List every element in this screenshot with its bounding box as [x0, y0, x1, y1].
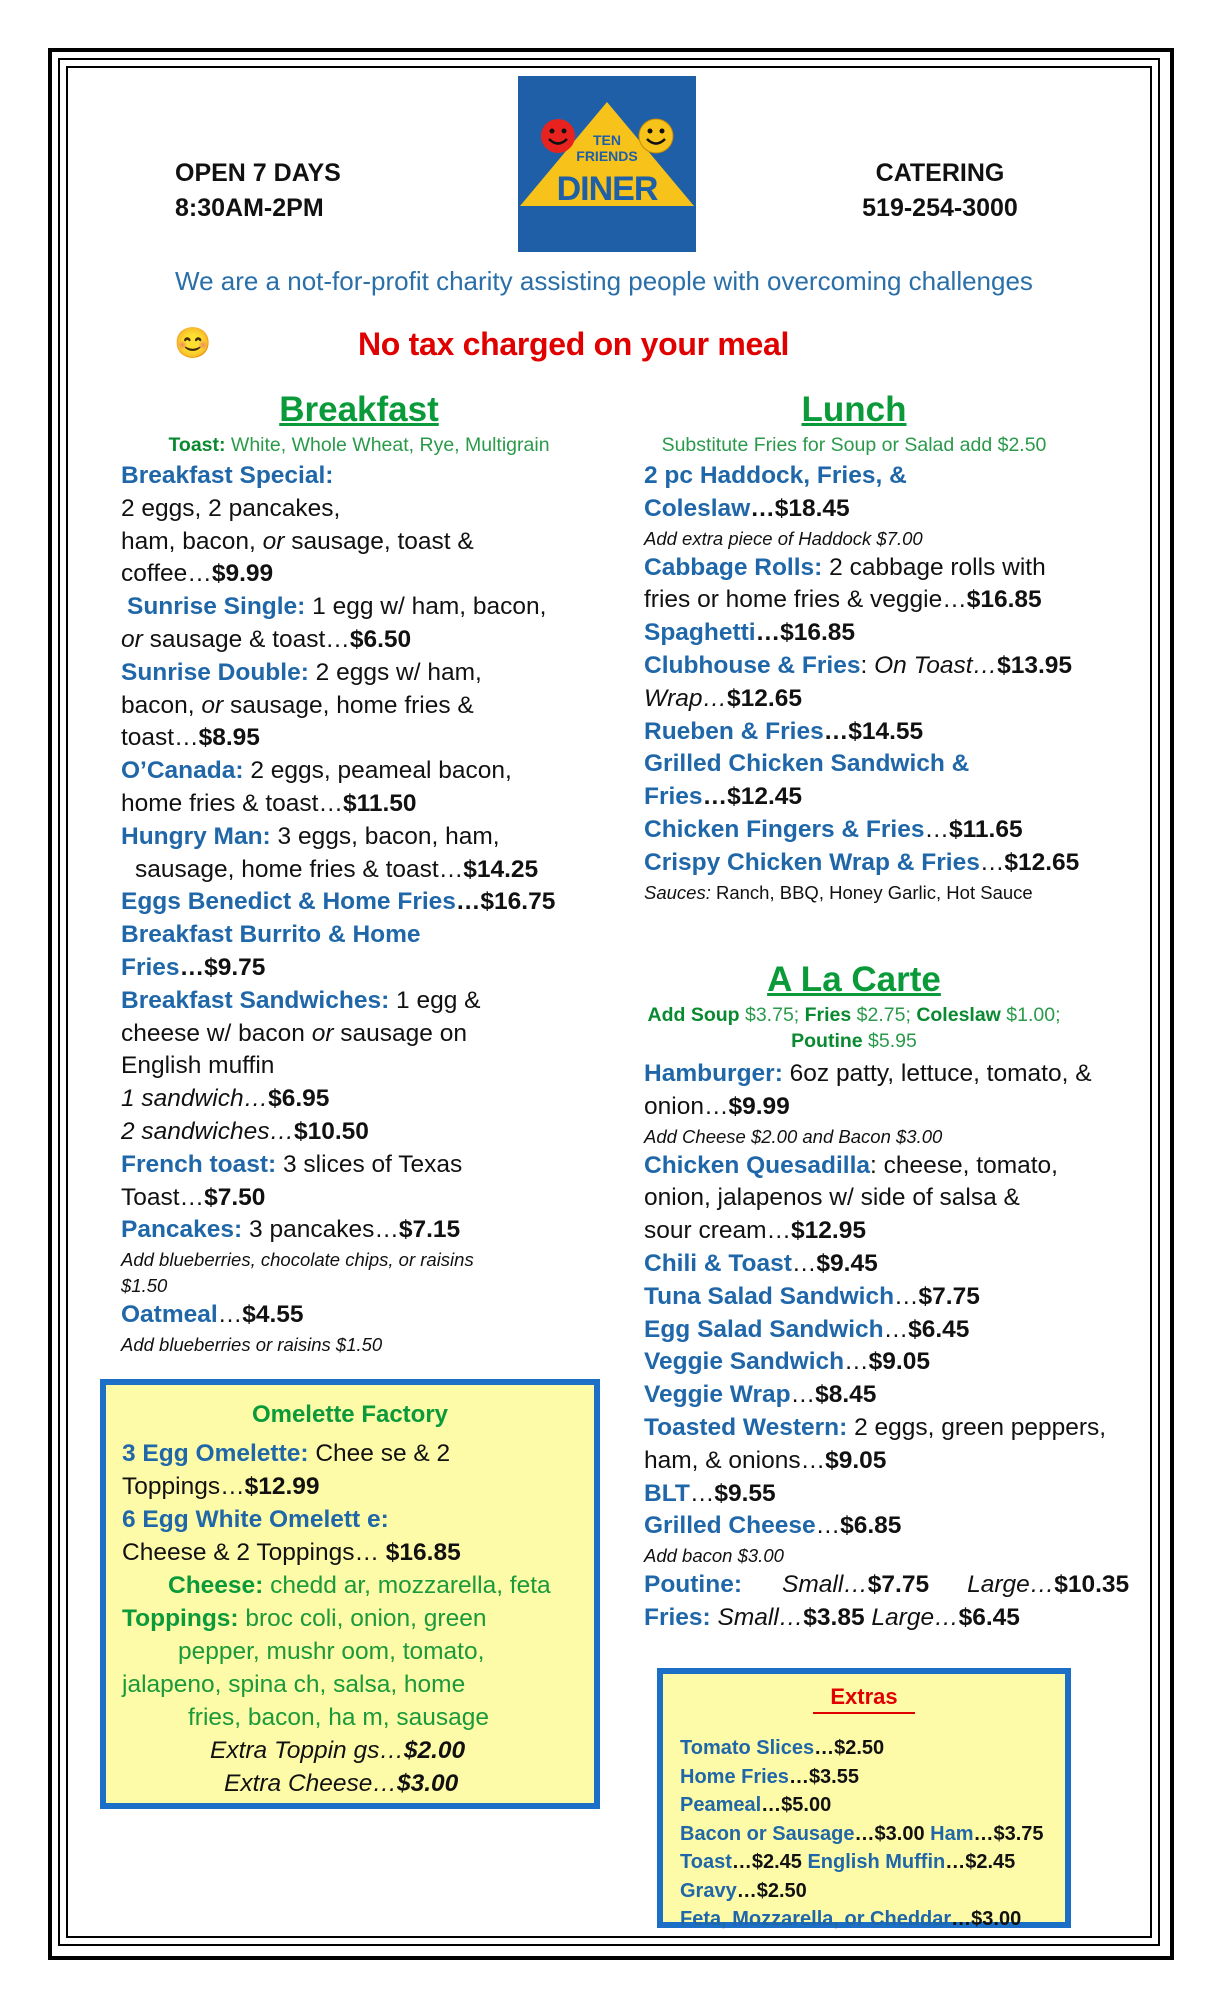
menu-item-burrito: Breakfast Burrito & Home Fries…$9.75: [121, 921, 421, 981]
menu-item-breakfast-sandwiches: Breakfast Sandwiches: 1 egg & cheese w/ bacon or sausage on English muffin 1 sandwich…$6.95 2 sandwiches…$10.50: [121, 986, 481, 1145]
alacarte-title: A La Carte: [767, 960, 941, 999]
diner-logo: [518, 76, 696, 252]
menu-item-hungry-man: Hungry Man: 3 eggs, bacon, ham, sausage, home fries & toast…$14.25: [121, 822, 539, 883]
menu-item-fries: Fries: Small…$3.85 Large…$6.45: [644, 1603, 1020, 1631]
menu-item-blt: BLT…$9.55: [644, 1479, 776, 1507]
menu-item-cabbage-rolls: Cabbage Rolls: 2 cabbage rolls with fries or home fries & veggie…$16.85: [644, 553, 1046, 614]
extra-tomato: Tomato Slices…$2.50: [680, 1737, 885, 1759]
menu-item-quesadilla: Chicken Quesadilla: cheese, tomato, onion, jalapenos w/ side of salsa & sour cream…$12.95: [644, 1151, 1058, 1245]
menu-item-breakfast-special: Breakfast Special: 2 eggs, 2 pancakes, ham, bacon, or sausage, toast & coffee…$9.99: [121, 462, 474, 588]
extra-gravy: Gravy…$2.50: [680, 1879, 807, 1902]
alacarte-add-note: Add Soup $3.75; Fries $2.75; Coleslaw $1.00;: [647, 1004, 1061, 1026]
hours-text: 8:30AM-2PM: [175, 194, 324, 222]
omelette-factory-box: Omelette Factory 3 Egg Omelette: Chee se & 2 Toppings…$12.99 6 Egg White Omelett e: Cheese & 2 Toppings… $16.85 Cheese: chedd ar, mozzarella, feta Toppings: broc coli, onion, green pepper, mushr oom, tomato, jalapeno, spina ch, salsa, home fries, bacon, ha m, sausage Extra Toppin gs…$2.00 Extra Cheese…$3.00: [100, 1379, 600, 1809]
cheese-options: Cheese: chedd ar, mozzarella, feta: [168, 1572, 551, 1599]
logo-line3: DINER: [556, 170, 658, 208]
menu-item-6-egg-white-omelette: 6 Egg White Omelett e:: [122, 1506, 389, 1533]
logo-graphic: [518, 76, 696, 252]
sauces-note: Sauces: Ranch, BBQ, Honey Garlic, Hot Sauce: [644, 881, 1033, 903]
extras-box: [657, 1668, 1071, 1928]
menu-item-grilled-chicken: Grilled Chicken Sandwich & Fries…$12.45: [644, 750, 970, 811]
alacarte-section: [644, 958, 1144, 1635]
logo-line1: TEN: [593, 132, 621, 148]
alacarte-poutine-note: Poutine $5.95: [791, 1030, 917, 1052]
menu-item-poutine: Poutine: Small…$7.75 Large…$10.35: [644, 1571, 1130, 1599]
hours-block: [175, 156, 341, 226]
menu-item-egg-salad: Egg Salad Sandwich…$6.45: [644, 1315, 970, 1343]
catering-phone: 519-254-3000: [862, 194, 1018, 222]
lunch-title: Lunch: [801, 390, 907, 429]
menu-item-chili: Chili & Toast…$9.45: [644, 1249, 878, 1277]
menu-item-sunrise-double: Sunrise Double: 2 eggs w/ ham, bacon, or sausage, home fries & toast…$8.95: [121, 658, 482, 752]
menu-item-hamburger: Hamburger: 6oz patty, lettuce, tomato, & onion…$9.99 Add Cheese $2.00 and Bacon $3.00: [644, 1060, 1092, 1147]
menu-item-tuna: Tuna Salad Sandwich…$7.75: [644, 1282, 980, 1310]
menu-item-spaghetti: Spaghetti…$16.85: [644, 619, 856, 647]
lunch-section: [644, 388, 1134, 906]
mission-statement: We are a not-for-profit charity assisting people with overcoming challenges: [175, 266, 1033, 296]
menu-item-sunrise-single: Sunrise Single: 1 egg w/ ham, bacon, or sausage & toast…$6.50: [121, 593, 547, 653]
logo-line2: FRIENDS: [576, 148, 638, 164]
menu-item-oatmeal: Oatmeal…$4.55 Add blueberries or raisins $1.50: [121, 1301, 383, 1355]
menu-item-veggie-sandwich: Veggie Sandwich…$9.05: [644, 1348, 930, 1376]
extra-toppings: Extra Toppin gs…$2.00: [210, 1737, 466, 1764]
toast-note: Toast: White, Whole Wheat, Rye, Multigrain: [168, 434, 550, 456]
catering-title: CATERING: [875, 159, 1005, 187]
catering-block: [852, 156, 1028, 226]
extra-toast-muffin: Toast…$2.45 English Muffin…$2.45: [680, 1851, 1016, 1873]
menu-item-crispy-wrap: Crispy Chicken Wrap & Fries…$12.65: [644, 848, 1080, 876]
menu-item-veggie-wrap: Veggie Wrap…$8.45: [644, 1381, 877, 1409]
menu-item-3-egg-omelette: 3 Egg Omelette: Chee se & 2: [122, 1440, 451, 1467]
menu-item-grilled-cheese: Grilled Cheese…$6.85 Add bacon $3.00: [644, 1512, 902, 1567]
menu-item-pancakes: Pancakes: 3 pancakes…$7.15 Add blueberries, chocolate chips, or raisins $1.50: [121, 1216, 474, 1297]
menu-item-clubhouse: Clubhouse & Fries: On Toast…$13.95 Wrap…$12.65: [644, 651, 1073, 712]
hours-title: OPEN 7 DAYS: [175, 159, 341, 187]
menu-item-haddock: 2 pc Haddock, Fries, & Coleslaw…$18.45 Add extra piece of Haddock $7.00: [644, 462, 923, 549]
breakfast-section: [121, 388, 561, 1358]
omelette-title: Omelette Factory: [251, 1401, 449, 1428]
extras-title-underline: [813, 1712, 915, 1714]
menu-item-french-toast: French toast: 3 slices of Texas Toast…$7.50: [121, 1150, 463, 1211]
menu-item-ocanada: O’Canada: 2 eggs, peameal bacon, home fries & toast…$11.50: [121, 757, 512, 817]
smile-icon: 😊: [174, 327, 212, 360]
breakfast-title: Breakfast: [279, 390, 439, 429]
extra-peameal: Peameal…$5.00: [680, 1794, 832, 1816]
menu-item-chicken-fingers: Chicken Fingers & Fries…$11.65: [644, 815, 1023, 843]
menu-item-rueben: Rueben & Fries…$14.55: [644, 717, 924, 745]
extra-bacon-ham: Bacon or Sausage…$3.00 Ham…$3.75: [680, 1822, 1044, 1845]
topping-options: Toppings: broc coli, onion, green: [122, 1605, 487, 1632]
menu-item-toasted-western: Toasted Western: 2 eggs, green peppers, ham, & onions…$9.05: [644, 1413, 1107, 1474]
lunch-substitute-note: Substitute Fries for Soup or Salad add $2.50: [661, 434, 1047, 456]
menu-item-eggs-benedict: Eggs Benedict & Home Fries…$16.75: [121, 888, 556, 916]
no-tax-banner: No tax charged on your meal: [358, 326, 790, 362]
extras-title: Extras: [830, 1684, 898, 1709]
extra-cheese-choice: Feta, Mozzarella, or Cheddar…$3.00: [680, 1908, 1022, 1930]
extra-cheese: Extra Cheese…$3.00: [224, 1770, 459, 1797]
extra-home-fries: Home Fries…$3.55: [680, 1765, 859, 1788]
